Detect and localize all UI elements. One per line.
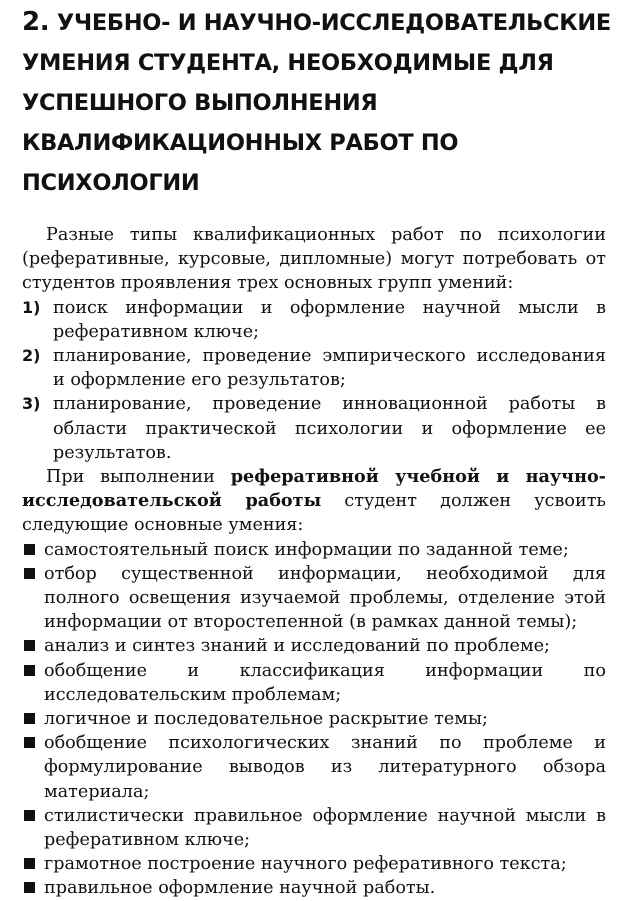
list-item: [22, 538, 606, 562]
list-item: [22, 634, 606, 658]
list-item-text: планирование, проведение эмпирического исследования и оформление его результатов;: [53, 346, 606, 391]
square-bullet-icon: [24, 882, 35, 893]
list-item-text: поиск информации и оформление научной мысли в реферативном ключе;: [53, 297, 606, 342]
list-item: [22, 392, 606, 465]
list-item: [22, 852, 606, 876]
heading-line: ПСИХОЛОГИИ: [22, 170, 200, 196]
square-bullet-icon: [24, 568, 35, 579]
square-bullet-icon: [24, 640, 35, 651]
list-item-text: анализ и синтез знаний и исследований по проблеме;: [44, 636, 550, 657]
list-marker: 2): [22, 346, 41, 366]
list-item: [22, 731, 606, 804]
list-item-text: стилистически правильное оформление научной мысли в реферативном ключе;: [44, 805, 606, 851]
list-item: [22, 562, 606, 635]
list-marker: 1): [22, 297, 41, 317]
heading-line-text: УЧЕБНО- И НАУЧНО-ИССЛЕДОВАТЕЛЬСКИЕ: [56, 10, 611, 36]
list-item-text: самостоятельный поиск информации по заданной теме;: [44, 539, 569, 560]
list-item-text: отбор существенной информации, необходимой для полного освещения изучаемой проблемы, отделение этой информации от второстепенной (в рамках данной темы);: [44, 563, 606, 633]
list-item-text: обобщение психологических знаний по проблеме и формулирование выводов из литературного обзора материала;: [44, 733, 606, 802]
list-item: [22, 296, 606, 344]
list-item-text: обобщение и классификация информации по исследовательским проблемам;: [44, 660, 606, 705]
chapter-number: 2.: [22, 7, 50, 37]
square-bullet-icon: [24, 544, 35, 555]
heading-line: [22, 2, 611, 43]
heading-line: УСПЕШНОГО ВЫПОЛНЕНИЯ: [22, 90, 378, 116]
list-item-text: грамотное построение научного реферативного текста;: [44, 854, 567, 875]
list-item-text: логичное и последовательное раскрытие темы;: [44, 709, 488, 730]
intro-paragraph: Разные типы квалификационных работ по психологии (реферативные, курсовые, дипломные) могут потребовать от студентов проявления трех основных групп умений:: [22, 225, 606, 294]
emphasis-text: реферативной учебной и научно-исследовательской работы: [22, 466, 606, 512]
list-item-text: планирование, проведение инновационной работы в области практической психологии и оформление ее результатов.: [53, 394, 606, 463]
square-bullet-icon: [24, 737, 35, 748]
list-item: [22, 707, 606, 731]
square-bullet-icon: [24, 665, 35, 676]
square-bullet-icon: [24, 810, 35, 821]
heading-line: КВАЛИФИКАЦИОННЫХ РАБОТ ПО: [22, 130, 459, 156]
list-item-text: правильное оформление научной работы.: [44, 878, 436, 899]
list-item: [22, 659, 606, 707]
square-bullet-icon: [24, 858, 35, 869]
list-item: [22, 876, 606, 900]
paragraph-lead: При выполнении: [46, 467, 231, 488]
list-marker: 3): [22, 394, 41, 414]
chapter-heading: [22, 0, 611, 203]
skill-groups-list: [22, 296, 606, 465]
list-item: [22, 344, 606, 392]
list-item: [22, 804, 606, 852]
body-text: [22, 223, 606, 901]
skills-list: [22, 538, 606, 901]
heading-line: УМЕНИЯ СТУДЕНТА, НЕОБХОДИМЫЕ ДЛЯ: [22, 50, 554, 76]
second-paragraph: [22, 465, 606, 538]
square-bullet-icon: [24, 713, 35, 724]
paragraph-tail: студент должен усвоить следующие основные умения:: [22, 491, 607, 536]
